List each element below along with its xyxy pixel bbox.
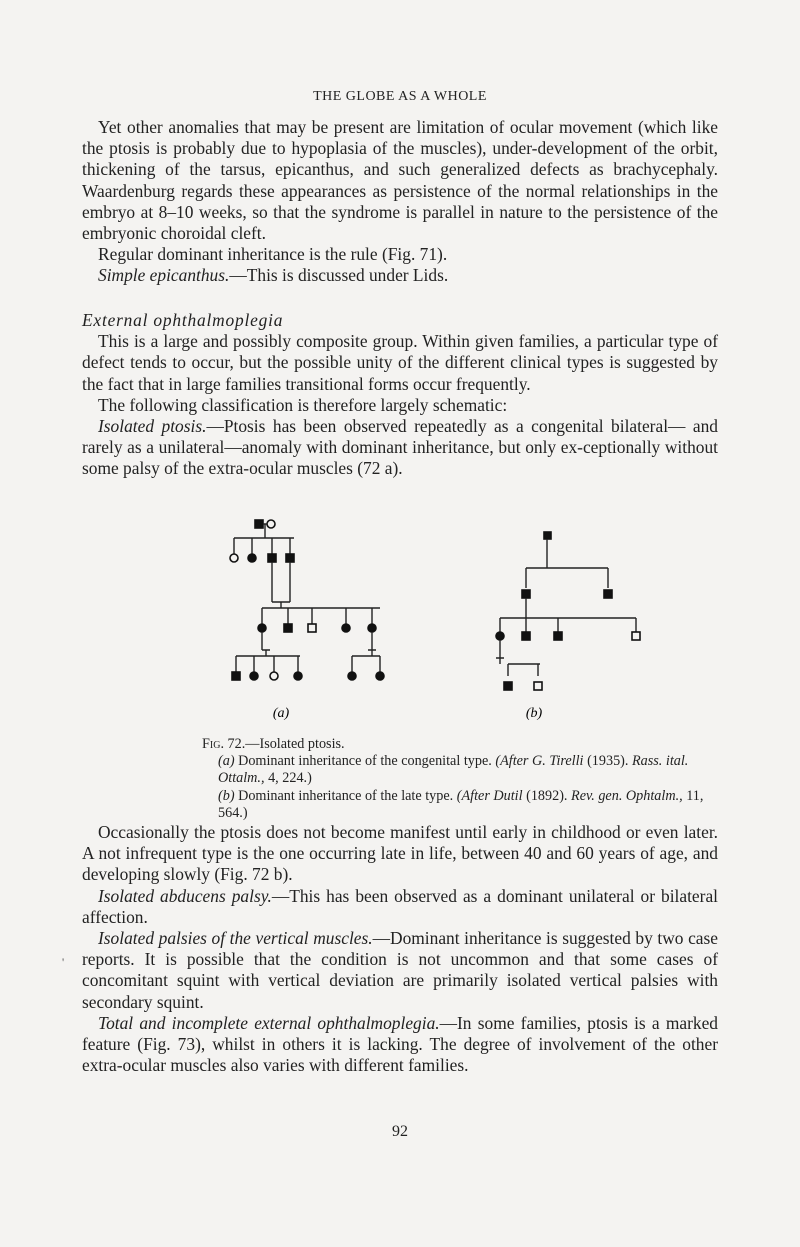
affected-female <box>342 624 350 632</box>
affected-male <box>255 520 263 528</box>
text-block-top <box>82 117 718 287</box>
affected-female <box>376 672 384 680</box>
caption-item-text: Dominant inheritance of the late type. <box>234 787 457 804</box>
caption-title: Fig. 72. <box>202 736 246 752</box>
unaffected-male <box>534 682 542 690</box>
affected-female <box>250 672 258 680</box>
caption-year: (1935). <box>583 753 632 770</box>
figure-label-a: (a) <box>272 706 290 721</box>
pedigree-b <box>496 532 640 690</box>
paragraph <box>82 928 718 1013</box>
caption-journal: Rass. ital. Ottalm., <box>218 753 689 787</box>
caption-item-text: Dominant inheritance of the congenital type. <box>234 753 496 770</box>
affected-female <box>294 672 302 680</box>
unaffected-female <box>270 672 278 680</box>
paragraph <box>82 1013 718 1077</box>
unaffected-male <box>632 632 640 640</box>
caption-reference: (After Dutil <box>456 787 523 804</box>
pedigree-lines <box>500 598 636 632</box>
paragraph-text: —Dominant inheritance is suggested by two case reports. It is possible that the condition is not uncommon and that some cases of concomitant squint with vertical deviation are primarily isolated vertical palsies with secondary squint. <box>82 928 718 1012</box>
unaffected-male <box>308 624 316 632</box>
affected-male <box>554 632 562 640</box>
run-in-heading: Simple epicanthus. <box>98 265 230 286</box>
paragraph: Occasionally the ptosis does not become manifest until early in childhood or even later. A not infrequent type is the one occurring late in life, between 40 and 60 years of age, and developing slowly (Fig. 72 b). <box>82 822 718 885</box>
paragraph-text: —This is discussed under Lids. <box>229 265 449 286</box>
pedigree-a <box>230 520 384 680</box>
caption-title-line <box>202 736 722 753</box>
affected-female <box>248 554 256 562</box>
pedigree-lines <box>236 632 380 672</box>
caption-journal: Rev. gen. Ophtalm., <box>571 787 683 804</box>
affected-male <box>284 624 292 632</box>
caption-item-a <box>202 753 722 787</box>
caption-volume: 4, 224.) <box>264 770 312 787</box>
affected-male <box>504 682 512 690</box>
pedigree-figure <box>200 510 660 730</box>
pedigree-lines <box>262 562 380 624</box>
pedigree-lines <box>234 524 294 554</box>
run-in-heading: Isolated abducens palsy. <box>98 885 272 906</box>
text-block-bottom <box>82 822 718 1076</box>
unaffected-female <box>267 520 275 528</box>
affected-female <box>496 632 504 640</box>
unaffected-female <box>230 554 238 562</box>
affected-female <box>258 624 266 632</box>
paragraph <box>82 265 718 286</box>
text-block-external-ophthalmoplegia <box>82 310 718 480</box>
paragraph: This is a large and possibly composite group. Within given families, a particular type of defect tends to occur, but the possible unity of the different clinical types is suggested by the fact that in large families transitional forms occur frequently. <box>82 331 718 394</box>
pedigree-lines <box>496 640 540 676</box>
margin-mark: ' <box>62 955 65 969</box>
affected-female <box>348 672 356 680</box>
affected-male <box>268 554 276 562</box>
caption-label: (a) <box>218 753 235 770</box>
affected-male <box>232 672 240 680</box>
paragraph: Regular dominant inheritance is the rule (Fig. 71). <box>98 244 448 265</box>
caption-label: (b) <box>218 787 235 804</box>
caption-text: —Isolated ptosis. <box>245 736 345 752</box>
paragraph: Yet other anomalies that may be present are limitation of ocular movement (which like the ptosis is probably due to hypoplasia of the muscles), under-development of the orbit, thickening of the tarsus, epicanthus, and such generalized defects as brachycephaly. Waardenburg regards these appearances as persistence of the normal relationships in the embryo at 8–10 weeks, so that the syndrome is parallel in nature to the persistence of the embryonic choroidal cleft. <box>82 117 718 244</box>
caption-reference: (After G. Tirelli <box>495 753 584 770</box>
affected-female <box>368 624 376 632</box>
paragraph-text: —Ptosis has been observed repeatedly as a congenital bilateral— and rarely as a unilateral—anomaly with dominant inheritance, but only ex-ceptionally without some palsy of the extra-ocular muscles (72 a). <box>82 416 719 479</box>
figure-caption <box>202 736 722 822</box>
paragraph-text: —This has been observed as a dominant unilateral or bilateral affection. <box>82 885 718 927</box>
paragraph: The following classification is therefore largely schematic: <box>98 394 508 415</box>
paragraph <box>82 886 718 928</box>
paragraph-text: —In some families, ptosis is a marked feature (Fig. 73), whilst in others it is lacking. The degree of involvement of the other extra-ocular muscles also varies with different families. <box>82 1012 719 1076</box>
paragraph <box>82 416 718 480</box>
affected-male <box>286 554 294 562</box>
caption-year: (1892). <box>522 787 572 804</box>
pedigree-lines <box>526 539 608 588</box>
page-number: 92 <box>392 1123 408 1140</box>
run-in-heading: Isolated palsies of the vertical muscles. <box>98 928 373 949</box>
affected-male <box>522 590 530 598</box>
caption-item-b <box>202 788 722 822</box>
run-in-heading: Total and incomplete external ophthalmoplegia. <box>98 1012 440 1033</box>
affected-male <box>522 632 530 640</box>
run-in-heading: Isolated ptosis. <box>98 416 207 437</box>
caption-volume: 11, 564.) <box>218 787 704 821</box>
figure-label-b: (b) <box>525 706 543 721</box>
affected-male <box>604 590 612 598</box>
section-heading: External ophthalmoplegia <box>82 310 284 330</box>
running-head: THE GLOBE AS A WHOLE <box>313 89 487 104</box>
affected-male <box>544 532 551 539</box>
